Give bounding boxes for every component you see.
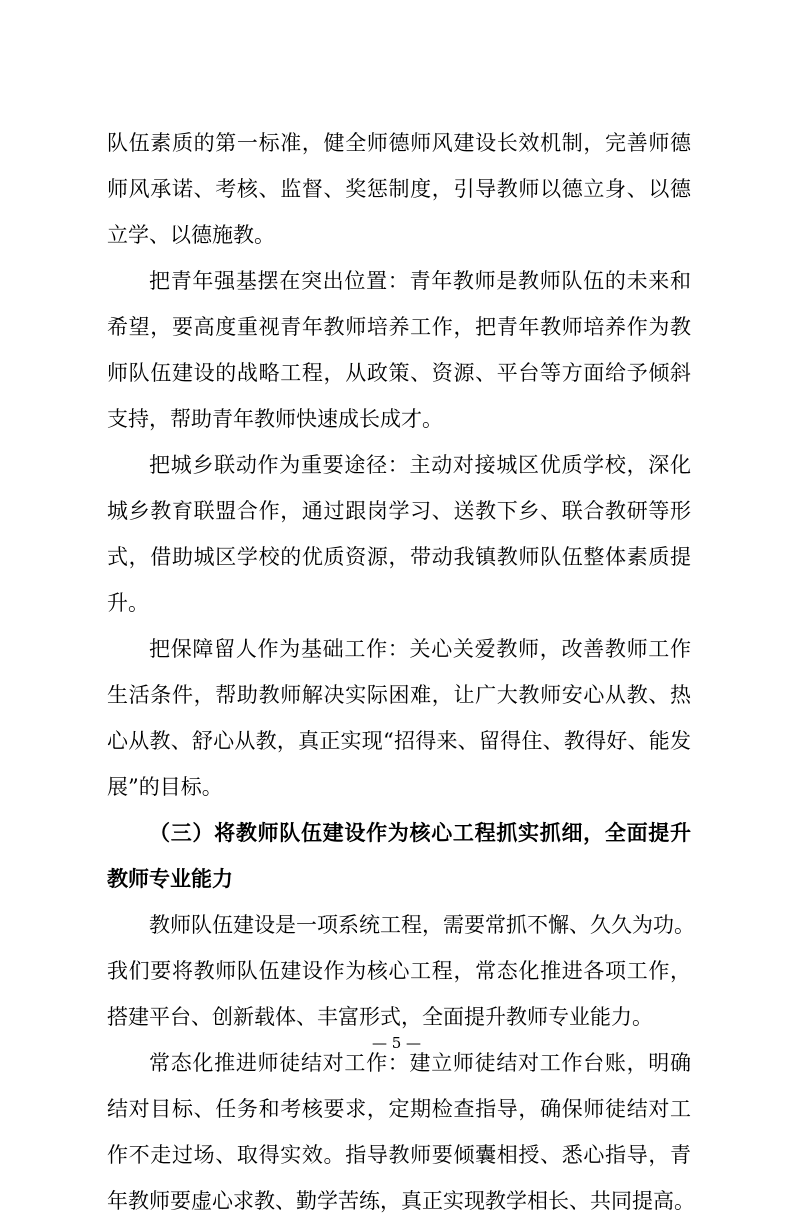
text-line: 我们要将教师队伍建设作为核心工程，常态化推进各项工作， bbox=[107, 959, 691, 983]
paragraph-core-project bbox=[107, 902, 695, 1040]
text-line: 生活条件，帮助教师解决实际困难，让广大教师安心从教、热 bbox=[107, 683, 691, 707]
text-line: 结对目标、任务和考核要求，定期检查指导，确保师徒结对工 bbox=[107, 1097, 691, 1121]
text-line: 师队伍建设的战略工程，从政策、资源、平台等方面给予倾斜 bbox=[107, 361, 691, 385]
text-line: 支持，帮助青年教师快速成长成才。 bbox=[107, 407, 443, 431]
paragraph-urban-rural-linkage bbox=[107, 442, 691, 626]
text-line: 教师队伍建设是一项系统工程，需要常抓不懈、久久为功。 bbox=[149, 913, 695, 937]
text-line: 队伍素质的第一标准，健全师德师风建设长效机制，完善师德 bbox=[107, 131, 691, 155]
paragraph-young-teachers bbox=[107, 258, 691, 442]
text-line: 把保障留人作为基础工作：关心关爱教师，改善教师工作 bbox=[149, 637, 691, 661]
paragraph-retention-support bbox=[107, 626, 691, 810]
heading-line: （三）将教师队伍建设作为核心工程抓实抓细，全面提升 bbox=[149, 820, 691, 845]
text-line: 升。 bbox=[107, 591, 149, 615]
text-line: 搭建平台、创新载体、丰富形式，全面提升教师专业能力。 bbox=[107, 1005, 653, 1029]
text-line: 城乡教育联盟合作，通过跟岗学习、送教下乡、联合教研等形 bbox=[107, 499, 691, 523]
text-line: 师风承诺、考核、监督、奖惩制度，引导教师以德立身、以德 bbox=[107, 177, 691, 201]
text-line: 立学、以德施教。 bbox=[107, 223, 275, 247]
heading-line: 教师专业能力 bbox=[107, 866, 233, 891]
text-line: 希望，要高度重视青年教师培养工作，把青年教师培养作为教 bbox=[107, 315, 691, 339]
text-line: 常态化推进师徒结对工作：建立师徒结对工作台账，明确 bbox=[149, 1051, 691, 1075]
text-line: 作不走过场、取得实效。指导教师要倾囊相授、悉心指导，青 bbox=[107, 1143, 691, 1167]
text-line: 年教师要虚心求教、勤学苦练，真正实现教学相长、共同提高。 bbox=[107, 1189, 695, 1213]
paragraph-teacher-ethics-continued bbox=[107, 120, 691, 258]
text-line: 式，借助城区学校的优质资源，带动我镇教师队伍整体素质提 bbox=[107, 545, 691, 569]
text-line: 把城乡联动作为重要途径：主动对接城区优质学校，深化 bbox=[149, 453, 691, 477]
text-line: 把青年强基摆在突出位置：青年教师是教师队伍的未来和 bbox=[149, 269, 691, 293]
text-line: 心从教、舒心从教，真正实现“招得来、留得住、教得好、能发 bbox=[107, 729, 691, 753]
paragraph-mentorship bbox=[107, 1040, 695, 1224]
page-body bbox=[107, 120, 695, 1224]
page-number: — 5 — bbox=[371, 1034, 422, 1052]
section-heading-three bbox=[107, 810, 691, 902]
text-line: 展”的目标。 bbox=[107, 775, 223, 799]
